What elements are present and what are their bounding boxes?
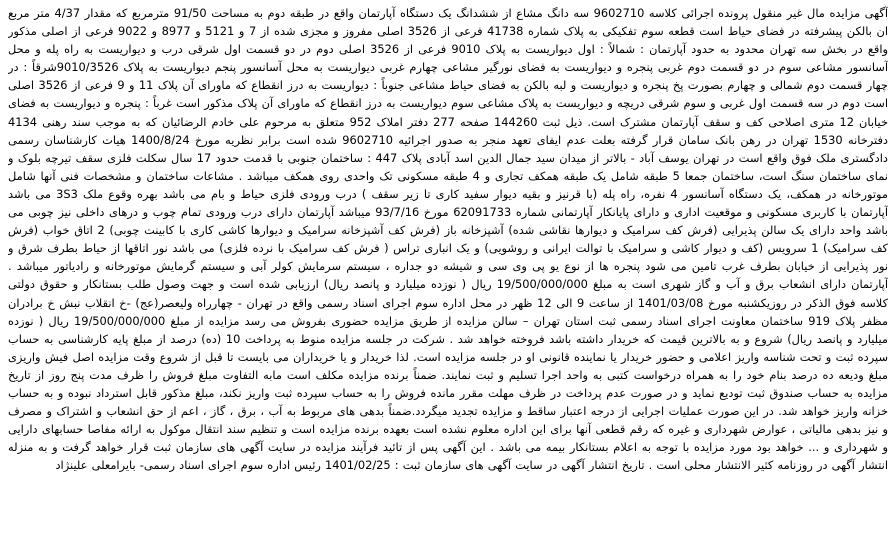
auction-notice-text: آگهی مزایده مال غیر منقول پرونده اجرائی کلاسه 9602710 سه دانگ مشاع از ششدانگ یک دستگاه آپارتمان واقع در طبقه دوم به مساحت 91/50 مترمربع که مقدار 4/37 متر مربع ان بالکن پیشرفته در فضای حیاط است قطعه سوم تفکیکی به پلاک شماره 41738 فرعی از 3526 اصلی مفروز و مجزی شده از 7 و 5121 و 8977 و 9022 فرعی از اصلی مذکور واقع در بخش سه تهران محدود به حدود آپارتمان : شمالاً : اول دیواریست به پلاک 9010 فرعی از 3526 اصلی دوم در دو قسمت اول شرقی درب و دیواریست به راه پله و محل آسانسور مشاعی سوم در دو قسمت دوم غربی پنجره و دیواریست به فضای نورگیر مشاعی چهارم غربی دیواریست به محل آسانسور پنجم دیواریست به پلاک 9010/3526شرقاً : در چهار قسمت دوم شمالی و چهارم بصورت پخ پنجره و دیواریست و لبه بالکن به فضای حیاط مشاعی جنوباً : دیواریست به درز انقطاع که ماورای آن پلاک 11 و 9 فرعی از 3526 اصلی است دوم در سه قسمت اول غربی و سوم شرقی دریچه و دیواریست به پلاک مشاعی سوم دیواریست به درز انقطاع که ماورای آن پلاک مذکور است غرباً : پنجره و دیواریست به فضای خیابان 12 متری اصلاحی کف و سقف آپارتمان مشترک است. ذیل ثبت 144260 صفحه 277 دفتر املاک 952 متعلق به مرحوم علی خادم الرضائیان که به موجب سند رهنی 4134 دفترخانه 1530 تهران در رهن بانک سامان قرار گرفته بعلت عدم ایفای تعهد منجر به صدور اجرائیه 9602710 شده است برابر نظریه مورخ 1400/8/24 هیات کارشناسان رسمی دادگستری ملک فوق واقع است در تهران یوسف آباد - بالاتر از میدان سید جمال الدین اسد آبادی پلاک 447 : ساختمان جنوبی با قدمت حدود 17 سال سکلت فلزی سقف تیرچه بلوک و نمای ساختمان سنگ است، ساختمان جمعا 5 طبقه شامل یک طبقه همکف تجاری و 4 طبقه مسکونی تک واحدی روی همکف میباشد . مشاعات ساختمان و مشخصات فنی آنها شامل موتورخانه در همکف، یک دستگاه آسانسور 4 نفره، راه پله (با قرنیز و بقیه دیوار سفید کاری تا زیر سقف ) درب ورودی فلزی حیاط و بام می باشد بهره وقوع ملک 3S3 می باشد آپارتمان با کاربری مسکونی و موقعیت اداری و دارای پایانکار آپارتمانی شماره 62091733 مورخ 93/7/16 میباشد آپارتمان دارای درب ورودی تمام چوب و درهای داخلی نیز چوبی می باشد واحد دارای یک سالن پذیرایی (فرش کف سرامیک و دیوارها نقاشی شده) آشپزخانه باز (فرش کف آشپزخانه سرامیک و دیوارها کاشی کاری با کابینت چوبی) 2 اتاق خواب (فرش کف سرامیک) 1 سرویس (کف و دیوار کاشی و سرامیک با توالت ایرانی و روشویی) و یک انباری تراس ( فرش کف سرامیک با نرده فلزی) می باشد نور اتاقها از حیاط بطرف شرق و نور پذیرایی از خیابان بطرف غرب تامین می شود پنجره ها از نوع یو پی وی سی و شیشه دو جداره ، سیستم سرمایش کولر آبی و سیستم گرمایش موتورخانه و رادیاتور میباشد . آپارتمان دارای انشعاب برق و آب و گاز شهری است به مبلغ 19/500/000/000 ریال ( نوزده میلیارد و پانصد ریال) ارزیابی شده است و جهت وصول طلب بستانکار و حقوق دولتی کلاسه فوق الذکر در روزیکشنبه مورخ 1401/03/08 از ساعت 9 الی 12 ظهر در محل اداره سوم اجرای اسناد رسمی واقع در تهران - چهارراه ولیعصر(عج) -خ انقلاب نبش خ برادران مظفر پلاک 919 ساختمان معاونت اجرای اسناد رسمی ثبت استان تهران – سالن مزایده از طریق مزایده حضوری بفروش می رسد مزایده از مبلغ 19/500/000/000 ریال ( نوزده میلیارد و پانصد ریال) شروع و به بالاترین قیمت که خریدار داشته باشد فروخته خواهد شد . شرکت در جلسه مزایده منوط به پرداخت 10 (ده) درصد از مبلغ پایه کارشناسی به حساب سپرده ثبت و تحت شناسه واریز اعلامی و حضور خریدار یا نماینده قانونی او در جلسه مزایده است. لذا خریدار و یا خریداران می بایست تا قبل از شروع وقت مزایده اصل فیش واریزی مبلغ ودیعه ده درصد بنام خود را به همراه درخواست کتبی به واحد اجرا تسلیم و ثبت نمایند. ضمناً برنده مزایده مکلف است مابه التفاوت مبلغ فروش را ظرف مدت پنج روز از تاریخ مزایده به حساب صندوق ثبت تودیع نماید و در صورت عدم پرداخت در ظرف مهلت مقرر مانده فروش را به حساب سپرده ثبت واریز نکند، مبلغ مذکور قابل استرداد نبوده و به حساب خزانه واریز خواهد شد. در این صورت عملیات اجرایی از درجه اعتبار ساقط و مزایده تجدید میگردد.ضمناً بدهی های مربوط به آب ، برق ، گاز ، اعم از حق انشعاب و اشتراک و مصرف و نیز بدهی مالیاتی ، عوارض شهرداری و غیره که رقم قطعی آنها برای این اداره معلوم نشده است بعهده برنده مزایده است و تنظیم سند انتقال موکول به ارائه مفاصا حسابهای دارایی و شهرداری و ... خواهد بود مورد مزایده با توجه به اعلام بستانکار بیمه می باشد . این آگهی پس از تائید فرآیند مزایده در سایت آگهی های سازمان ثبت قرار خواهد گرفت و به منزله انتشار آگهی در روزنامه کثیر الانتشار محلی است . تاریخ انتشار آگهی در سایت آگهی های سازمان ثبت : 1401/02/25 رئیس اداره سوم اجرای اسناد رسمی- بایرامعلی علینژاد xyxy=(8,6,888,473)
auction-notice xyxy=(8,4,888,549)
